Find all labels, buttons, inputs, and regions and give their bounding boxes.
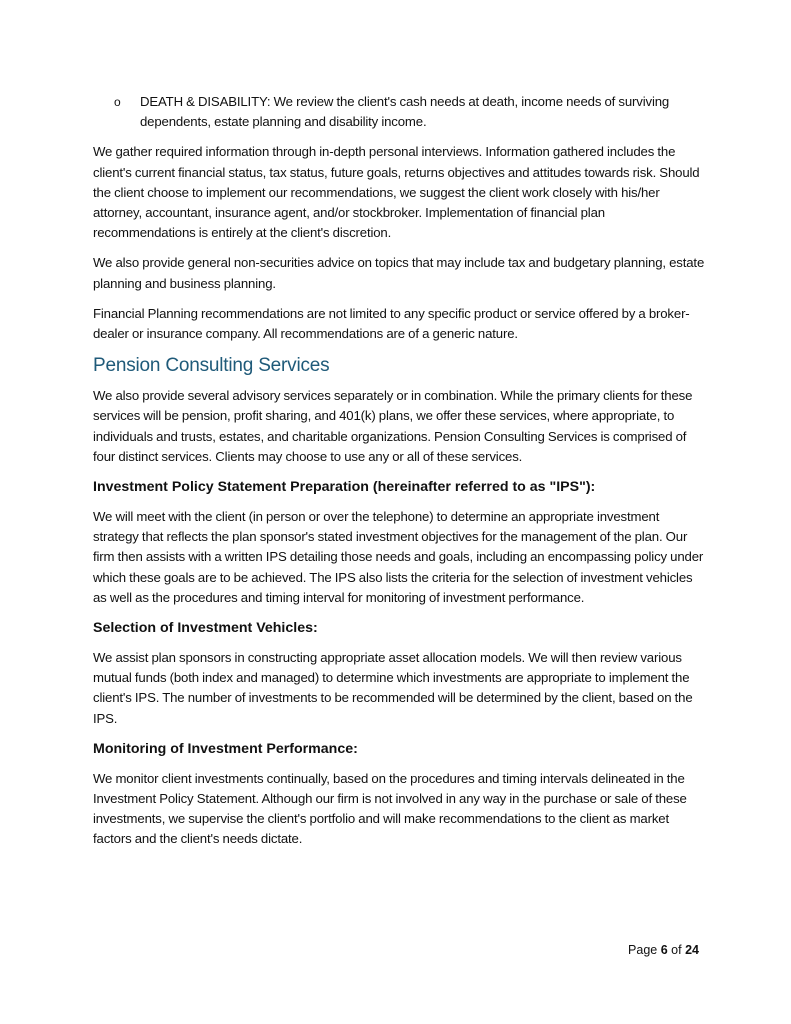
paragraph-investment-vehicles: We assist plan sponsors in constructing appropriate asset allocation models. We will then review various mutual funds (both index and managed) to determine which investments are appropriate to implement the client's IPS. The number of investments to be recommended will be determined by the client, based on the IPS. [93,650,693,726]
page-label: Page [628,943,658,957]
list-item-death-disability [93,92,705,132]
current-page: 6 [660,943,668,957]
paragraph-general-advice: We also provide general non-securities advice on topics that may include tax and budgetary planning, estate planning and business planning. [93,255,705,291]
page-number [628,943,699,957]
paragraph-generic-recommendations: Financial Planning recommendations are not limited to any specific product or service offered by a broker-dealer or insurance company. All recommendations are of a generic nature. [93,305,690,342]
total-pages: 24 [685,943,699,957]
hollow-bullet-icon: o [114,95,121,109]
subsection-heading-investment-vehicles: Selection of Investment Vehicles: [93,620,318,637]
section-heading: Pension Consulting Services [93,355,330,377]
subsection-heading-monitoring: Monitoring of Investment Performance: [93,740,358,757]
subsection-heading-ips: Investment Policy Statement Preparation (hereinafter referred to as "IPS"): [93,479,596,496]
paragraph-information-gathering: We gather required information through in-depth personal interviews. Information gathered includes the client's current financial status, tax status, future goals, returns objectives and attitudes towards risk. Should the client choose to implement our recommendations, we suggest the client work closely with his/her attorney, accountant, insurance agent, and/or stockbroker. Implementation of financial plan recommendations is entirely at the client's discretion. [93,144,700,241]
paragraph-monitoring: We monitor client investments continually, based on the procedures and timing intervals delineated in the Investment Policy Statement. Although our firm is not involved in any way in the purchase or sale of these investments, we supervise the client's portfolio and will make recommendations to the client as market factors and the client's needs dictate. [93,770,687,847]
paragraph-section-intro: We also provide several advisory services separately or in combination. While the primary clients for these services will be pension, profit sharing, and 401(k) plans, we offer these services, where appropriate, to individuals and trusts, estates, and charitable organizations. Pension Consulting Services is comprised of four distinct services. Clients may choose to use any or all of these services. [93,388,693,464]
document-page [93,92,705,860]
bullet-text: DEATH & DISABILITY: We review the client's cash needs at death, income needs of surviving dependents, estate planning and disability income. [140,94,670,130]
of-label: of [671,943,682,957]
paragraph-ips: We will meet with the client (in person or over the telephone) to determine an appropriate investment strategy that reflects the plan sponsor's stated investment objectives for the management of the plan. Our firm then assists with a written IPS detailing those needs and goals, including an encompassing policy under which these goals are to be achieved. The IPS also lists the criteria for the selection of investment vehicles as well as the procedures and timing interval for monitoring of investment performance. [93,509,704,605]
